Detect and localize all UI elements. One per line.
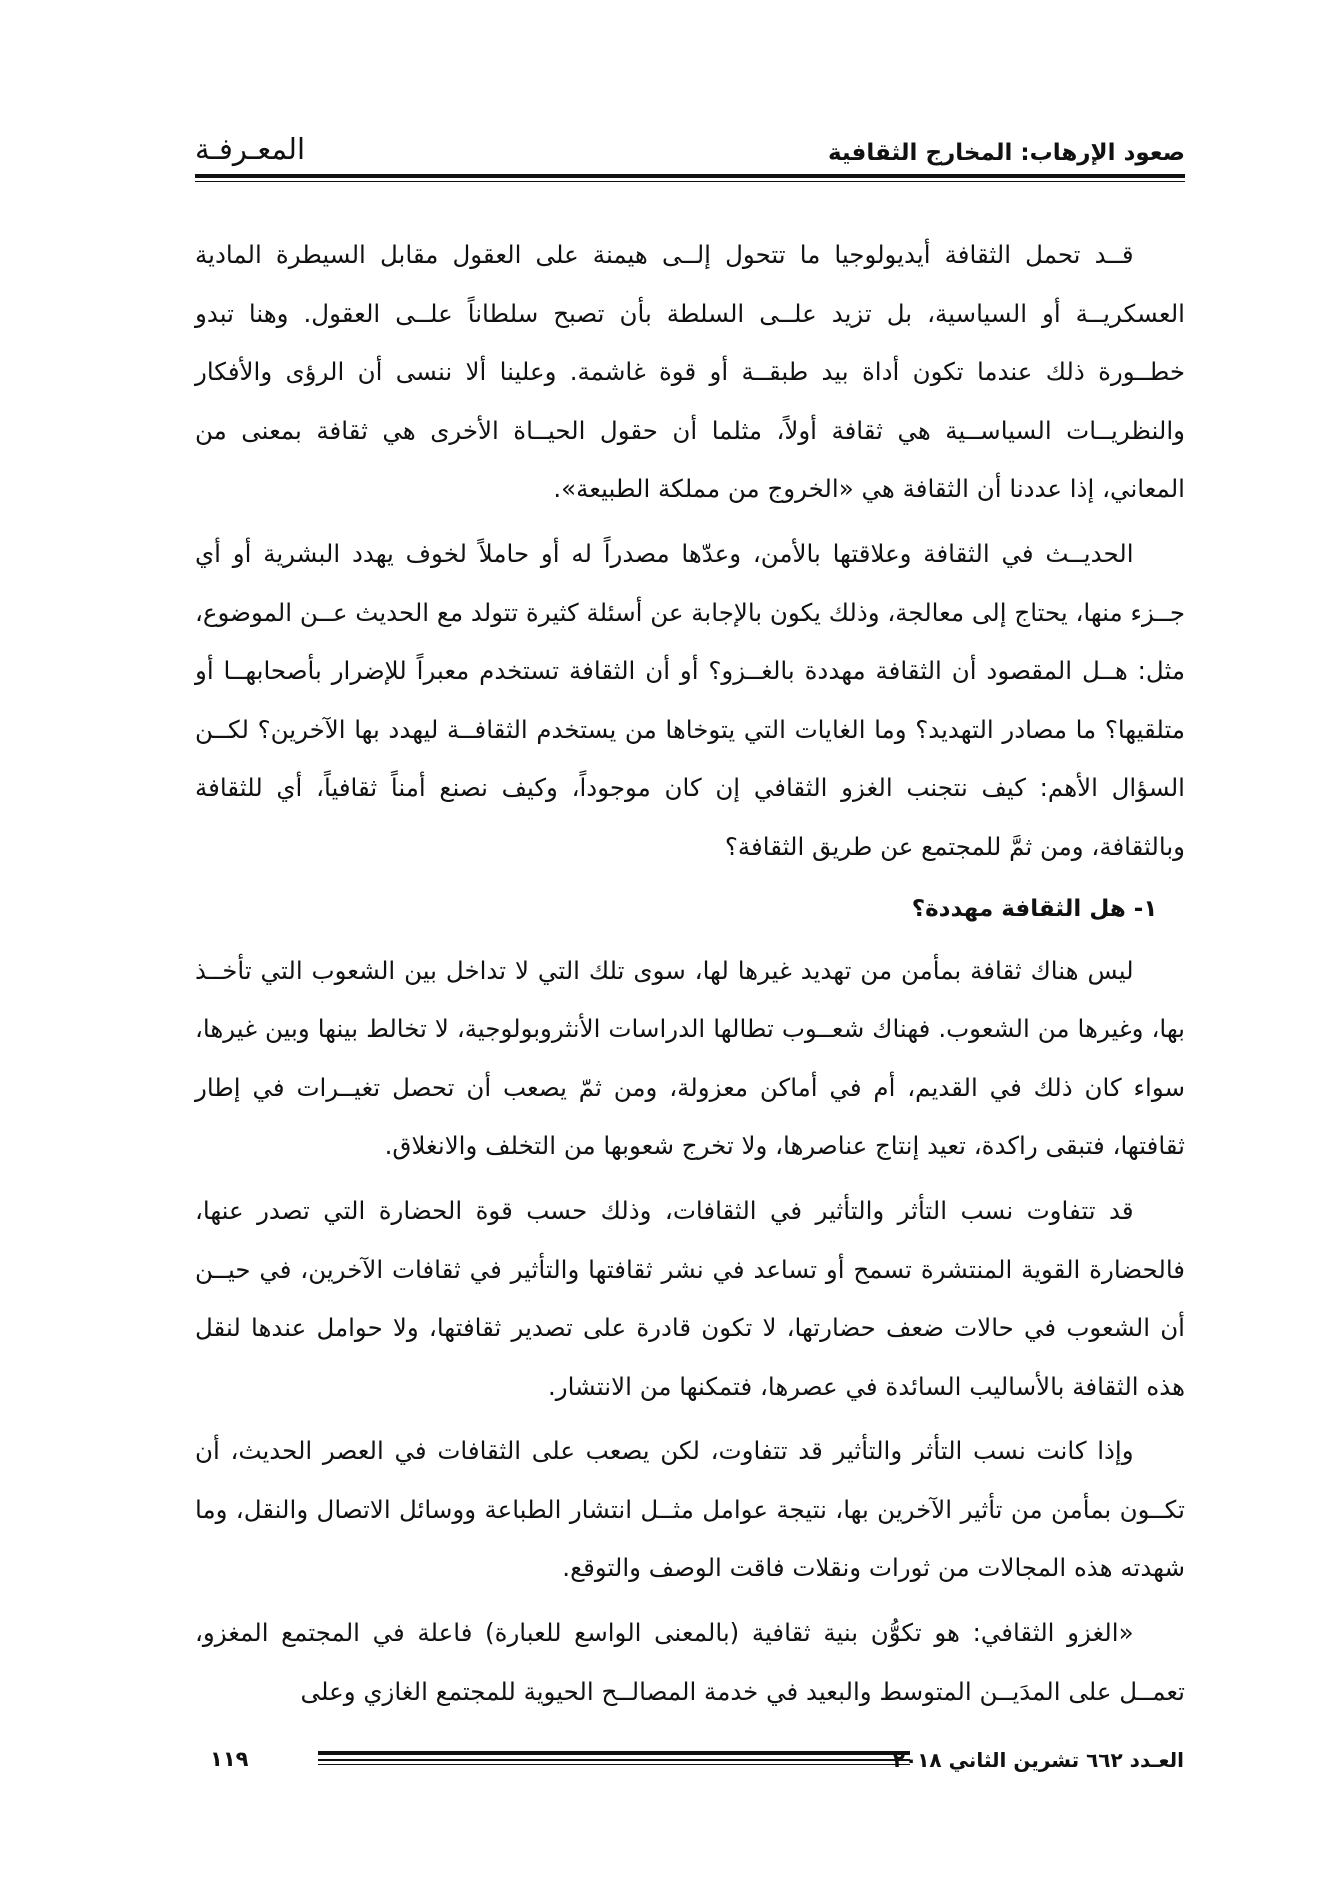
page-number: ١١٩ xyxy=(210,1747,249,1771)
running-header xyxy=(195,118,1185,174)
footer-rule xyxy=(318,1751,910,1767)
header-rule-thin xyxy=(195,181,1185,182)
paragraph: قد تتفاوت نسب التأثر والتأثير في الثقافات، وذلك حسب قوة الحضارة التي تصدر عنها، فالحضارة القوية المنتشرة تسمح أو تساعد في نشر ثقافتها والتأثير في ثقافات الآخرين، في حيــن أن الشعوب في حالات ضعف حضارتها، لا تكون قادرة على تصدير ثقافتها، ولا حوامل عندها لنقل هذه الثقافة بالأساليب السائدة في عصرها، فتمكنها من الانتشار. xyxy=(195,1195,1185,1401)
header-title: صعود الإرهاب: المخارج الثقافية xyxy=(827,140,1185,166)
header-rule xyxy=(195,174,1185,178)
journal-logo: المعـرفـة xyxy=(195,132,306,166)
paragraph: ليس هناك ثقافة بمأمن من تهديد غيرها لها، سوى تلك التي لا تداخل بين الشعوب التي تأخــذ بها، وغيرها من الشعوب. فهناك شعــوب تطالها الدراسات الأنثروبولوجية، لا تخالط بينها وبين غيرها، سواء كان ذلك في القديم، أم في أماكن معزولة، ومن ثمّ يصعب أن تحصل تغيــرات في إطار ثقافتها، فتبقى راكدة، تعيد إنتاج عناصرها، ولا تخرج شعوبها من التخلف والانغلاق. xyxy=(195,955,1185,1161)
paragraph: الحديــث في الثقافة وعلاقتها بالأمن، وعدّها مصدراً له أو حاملاً لخوف يهدد البشرية أو أي جــزء منها، يحتاج إلى معالجة، وذلك يكون بالإجابة عن أسئلة كثيرة تتولد مع الحديث عــن الموضوع، مثل: هــل المقصود أن الثقافة مهددة بالغــزو؟ أو أن الثقافة تستخدم معبراً للإضرار بأصحابهــا أو متلقيها؟ ما مصادر التهديد؟ وما الغايات التي يتوخاها من يستخدم الثقافــة ليهدد بها الآخرين؟ لكــن السؤال الأهم: كيف نتجنب الغزو الثقافي إن كان موجوداً، وكيف نصنع أمناً ثقافياً، أي للثقافة وبالثقافة، ومن ثمَّ للمجتمع عن طريق الثقافة؟ xyxy=(195,538,1185,861)
article-body xyxy=(195,226,1185,1727)
section-heading: ١- هل الثقافة مهددة؟ xyxy=(911,895,1158,922)
paragraph: «الغزو الثقافي: هو تكوُّن بنية ثقافية (بالمعنى الواسع للعبارة) فاعلة في المجتمع المغزو، تعمــل على المدَيــن المتوسط والبعيد في خدمة المصالــح الحيوية للمجتمع الغازي وعلى xyxy=(195,1618,1185,1706)
paragraph: قــد تحمل الثقافة أيديولوجيا ما تتحول إلــى هيمنة على العقول مقابل السيطرة المادية العسكريــة أو السياسية، بل تزيد علــى السلطة بأن تصبح سلطاناً علــى العقول. وهنا تبدو خطــورة ذلك عندما تكون أداة بيد طبقــة أو قوة غاشمة. وعلينا ألا ننسى أن الرؤى والأفكار والنظريــات السياســية هي ثقافة أولاً، مثلما أن حقول الحيــاة الأخرى هي ثقافة بمعنى من المعاني، إذا عددنا أن الثقافة هي «الخروج من مملكة الطبيعة». xyxy=(195,240,1185,504)
issue-info: العـدد ٦٦٢ تشرين الثاني ٢٠١٨ xyxy=(892,1748,1184,1772)
paragraph: وإذا كانت نسب التأثر والتأثير قد تتفاوت، لكن يصعب على الثقافات في العصر الحديث، أن تكــون بمأمن من تأثير الآخرين بها، نتيجة عوامل مثــل انتشار الطباعة ووسائل الاتصال والنقل، وما شهدته هذه المجالات من ثورات ونقلات فاقت الوصف والتوقع. xyxy=(195,1436,1185,1583)
